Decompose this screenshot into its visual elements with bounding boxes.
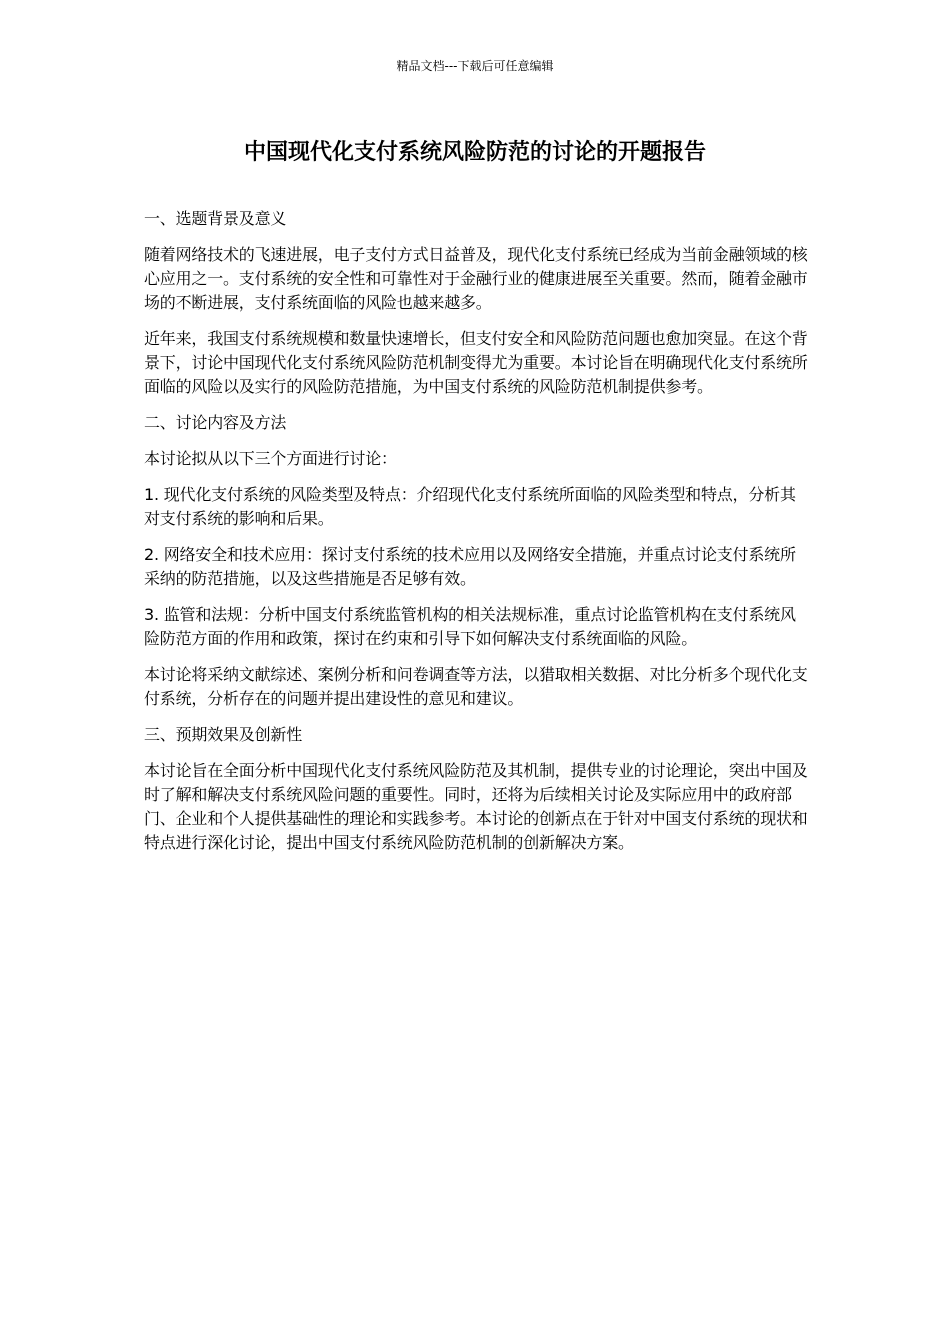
- list-item-risk-types: 1. 现代化支付系统的风险类型及特点：介绍现代化支付系统所面临的风险类型和特点，分析其对支付系统的影响和后果。: [144, 485, 796, 528]
- list-item-regulation: 3. 监管和法规：分析中国支付系统监管机构的相关法规标准，重点讨论监管机构在支付系统风险防范方面的作用和政策，探讨在约束和引导下如何解决支付系统面临的风险。: [144, 605, 796, 648]
- document-body: [144, 207, 810, 867]
- section-heading-background: 一、选题背景及意义: [144, 209, 287, 228]
- document-title: 中国现代化支付系统风险防范的讨论的开题报告: [243, 140, 706, 165]
- paragraph-background-1: 随着网络技术的飞速进展，电子支付方式日益普及，现代化支付系统已经成为当前金融领域的核心应用之一。支付系统的安全性和可靠性对于金融行业的健康进展至关重要。然而，随着金融市场的不断进展，支付系统面临的风险也越来越多。: [144, 245, 808, 312]
- paragraph-content-intro: 本讨论拟从以下三个方面进行讨论：: [144, 449, 397, 468]
- section-heading-content-method: 二、讨论内容及方法: [144, 413, 287, 432]
- section-heading-expected-results: 三、预期效果及创新性: [144, 725, 303, 744]
- paragraph-method: 本讨论将采纳文献综述、案例分析和问卷调查等方法，以猎取相关数据、对比分析多个现代化支付系统，分析存在的问题并提出建设性的意见和建议。: [144, 665, 808, 708]
- paragraph-expected-results: 本讨论旨在全面分析中国现代化支付系统风险防范及其机制，提供专业的讨论理论，突出中国及时了解和解决支付系统风险问题的重要性。同时，还将为后续相关讨论及实际应用中的政府部门、企业和个人提供基础性的理论和实践参考。本讨论的创新点在于针对中国支付系统的现状和特点进行深化讨论，提出中国支付系统风险防范机制的创新解决方案。: [144, 761, 808, 852]
- paragraph-background-2: 近年来，我国支付系统规模和数量快速增长，但支付安全和风险防范问题也愈加突显。在这个背景下，讨论中国现代化支付系统风险防范机制变得尤为重要。本讨论旨在明确现代化支付系统所面临的风险以及实行的风险防范措施，为中国支付系统的风险防范机制提供参考。: [144, 329, 808, 396]
- list-item-network-security: 2. 网络安全和技术应用：探讨支付系统的技术应用以及网络安全措施，并重点讨论支付系统所采纳的防范措施，以及这些措施是否足够有效。: [144, 545, 796, 588]
- page-header: 精品文档---下载后可任意编辑: [396, 59, 554, 73]
